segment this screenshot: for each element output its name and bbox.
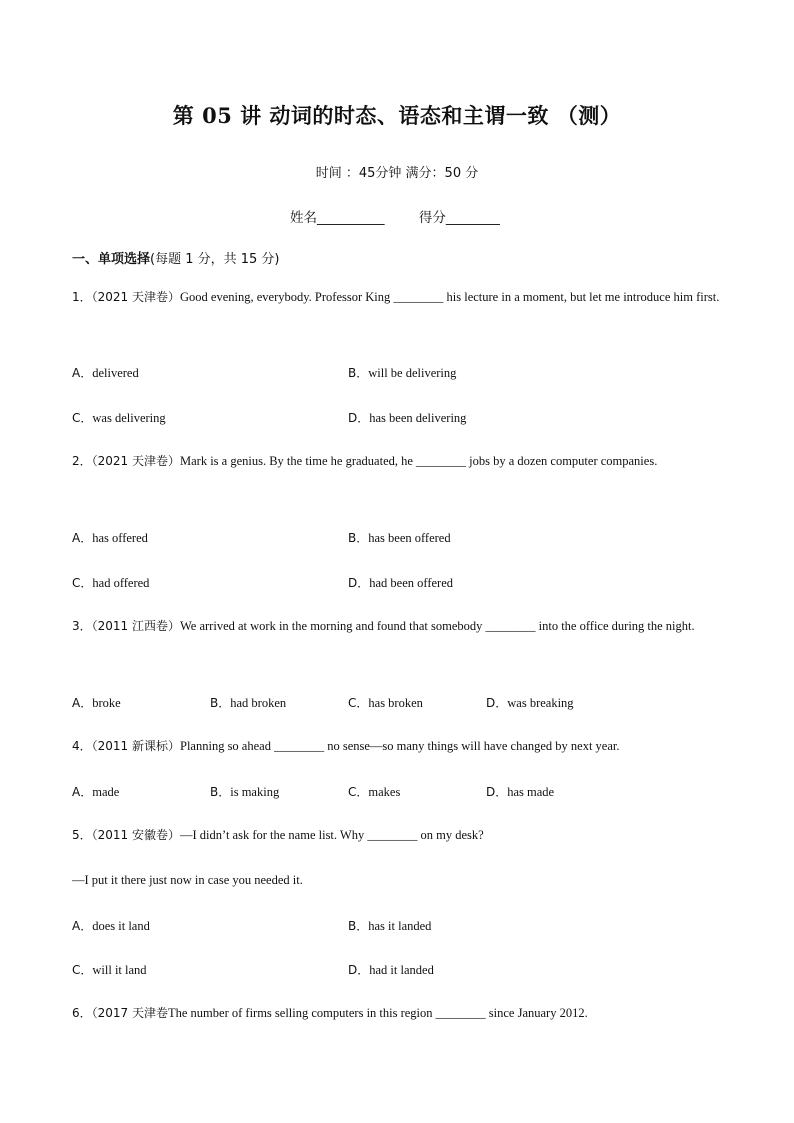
section-heading bbox=[72, 248, 280, 267]
question-number: 3． bbox=[72, 619, 92, 633]
exam-meta: 时间 ：45分钟 满分：50 分 bbox=[315, 166, 479, 181]
question-text: Good evening, everybody. Professor King ________ his lecture in a moment, but let me introduce him first. bbox=[180, 290, 720, 304]
option-label: B． bbox=[210, 696, 231, 710]
question-5 bbox=[72, 820, 720, 851]
q4-option-a[interactable] bbox=[72, 783, 119, 800]
question-number: 6． bbox=[72, 1006, 92, 1020]
option-label: A． bbox=[72, 919, 93, 933]
option-text: does it land bbox=[92, 919, 150, 933]
section-title: 一、单项选择 bbox=[72, 252, 151, 267]
option-text: has made bbox=[507, 785, 555, 799]
question-text: Mark is a genius. By the time he graduated, he ________ jobs by a dozen computer companies. bbox=[180, 454, 658, 468]
option-text: had broken bbox=[230, 696, 287, 710]
option-text: broke bbox=[92, 696, 121, 710]
question-number: 5． bbox=[72, 828, 92, 842]
option-text: will be delivering bbox=[368, 366, 457, 380]
question-4 bbox=[72, 731, 720, 762]
option-label: C． bbox=[348, 696, 369, 710]
option-label: C． bbox=[72, 411, 93, 425]
option-label: D． bbox=[348, 576, 370, 590]
option-text: delivered bbox=[92, 366, 139, 380]
option-label: A． bbox=[72, 531, 93, 545]
q3-option-a[interactable] bbox=[72, 694, 121, 711]
option-text: has broken bbox=[368, 696, 423, 710]
option-text: has been delivering bbox=[369, 411, 467, 425]
question-source: （2021 天津卷） bbox=[91, 290, 180, 304]
question-1 bbox=[72, 282, 720, 313]
option-label: A． bbox=[72, 366, 93, 380]
option-label: A． bbox=[72, 785, 93, 799]
q5-option-b[interactable] bbox=[348, 917, 431, 934]
q5-option-c[interactable] bbox=[72, 961, 147, 978]
question-number: 2． bbox=[72, 454, 92, 468]
q2-option-b[interactable] bbox=[348, 529, 451, 546]
question-3 bbox=[72, 611, 720, 642]
question-number: 1． bbox=[72, 290, 92, 304]
option-label: A． bbox=[72, 696, 93, 710]
option-label: D． bbox=[348, 411, 370, 425]
option-text: was delivering bbox=[92, 411, 166, 425]
option-label: C． bbox=[348, 785, 369, 799]
q5-option-a[interactable] bbox=[72, 917, 150, 934]
question-number: 4． bbox=[72, 739, 92, 753]
question-text: Planning so ahead ________ no sense—so many things will have changed by next year. bbox=[180, 739, 620, 753]
option-text: had been offered bbox=[369, 576, 454, 590]
page-title: 第 05 讲 动词的时态、语态和主谓一致 （测） bbox=[172, 103, 622, 128]
option-text: makes bbox=[368, 785, 401, 799]
option-label: B． bbox=[348, 366, 369, 380]
q1-option-b[interactable] bbox=[348, 364, 456, 381]
option-label: D． bbox=[348, 963, 370, 977]
q5-option-d[interactable] bbox=[348, 961, 434, 978]
q4-option-b[interactable] bbox=[210, 783, 279, 800]
question-source: （2011 新课标） bbox=[91, 739, 180, 753]
option-label: D． bbox=[486, 785, 508, 799]
question-source: （2011 安徽卷） bbox=[91, 828, 180, 842]
question-source: （2017 天津卷 bbox=[91, 1006, 168, 1020]
option-label: B． bbox=[348, 919, 369, 933]
section-note: (每题 1 分，共 15 分) bbox=[150, 252, 280, 267]
q3-option-d[interactable] bbox=[486, 694, 574, 711]
option-text: had it landed bbox=[369, 963, 434, 977]
question-source: （2021 天津卷） bbox=[91, 454, 180, 468]
option-text: will it land bbox=[92, 963, 147, 977]
score-field[interactable]: 得分________ bbox=[418, 210, 500, 226]
option-text: has it landed bbox=[368, 919, 432, 933]
question-5-reply: —I put it there just now in case you needed it. bbox=[72, 873, 303, 887]
q2-option-a[interactable] bbox=[72, 529, 148, 546]
option-text: was breaking bbox=[507, 696, 574, 710]
question-text: —I didn’t ask for the name list. Why ________ on my desk? bbox=[180, 828, 484, 842]
question-6 bbox=[72, 998, 720, 1029]
name-score-fields bbox=[290, 206, 500, 226]
option-text: had offered bbox=[92, 576, 150, 590]
name-field[interactable]: 姓名__________ bbox=[290, 210, 385, 226]
option-text: has been offered bbox=[368, 531, 451, 545]
question-text: We arrived at work in the morning and found that somebody ________ into the office during the night. bbox=[180, 619, 695, 633]
option-label: B． bbox=[210, 785, 231, 799]
q3-option-b[interactable] bbox=[210, 694, 286, 711]
option-text: made bbox=[92, 785, 120, 799]
q1-option-c[interactable] bbox=[72, 409, 166, 426]
q2-option-c[interactable] bbox=[72, 574, 149, 591]
option-text: has offered bbox=[92, 531, 148, 545]
q2-option-d[interactable] bbox=[348, 574, 453, 591]
q3-option-c[interactable] bbox=[348, 694, 423, 711]
option-label: D． bbox=[486, 696, 508, 710]
q4-option-d[interactable] bbox=[486, 783, 554, 800]
option-label: C． bbox=[72, 576, 93, 590]
q4-option-c[interactable] bbox=[348, 783, 400, 800]
option-label: B． bbox=[348, 531, 369, 545]
q1-option-a[interactable] bbox=[72, 364, 139, 381]
q1-option-d[interactable] bbox=[348, 409, 466, 426]
question-2 bbox=[72, 446, 720, 477]
option-text: is making bbox=[230, 785, 280, 799]
question-text: The number of firms selling computers in this region ________ since January 2012. bbox=[168, 1006, 588, 1020]
question-source: （2011 江西卷） bbox=[91, 619, 180, 633]
option-label: C． bbox=[72, 963, 93, 977]
